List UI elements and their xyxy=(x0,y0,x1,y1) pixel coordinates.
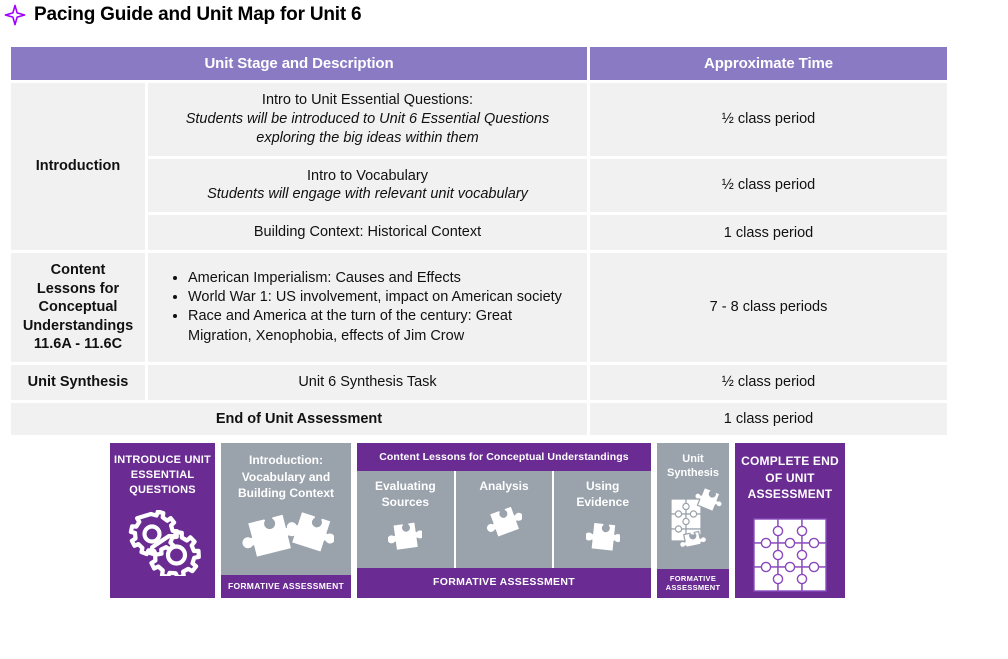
table-row xyxy=(11,253,947,362)
stage-label-unit-synthesis: Unit Synthesis xyxy=(11,365,145,400)
block-label: Content Lessons for Conceptual Understandings xyxy=(357,443,651,471)
two-puzzle-pieces-icon xyxy=(238,508,334,565)
time-content-lessons: 7 - 8 class periods xyxy=(590,253,947,362)
unit-map-diagram xyxy=(110,443,845,598)
puzzle-piece-icon xyxy=(388,518,422,557)
page-title xyxy=(0,4,361,26)
description-content-lessons xyxy=(148,253,587,362)
unit-map-block-complete-end-of-unit-assessment xyxy=(735,443,845,598)
stage-label-introduction: Introduction xyxy=(11,83,145,250)
description-title: Building Context: Historical Context xyxy=(253,224,482,241)
table-row xyxy=(11,365,947,400)
block-label: Introduction: Vocabulary and Building Context xyxy=(238,453,334,501)
formative-assessment-label-content-lessons: FORMATIVE ASSESSMENT xyxy=(357,568,651,598)
time-building-context: 1 class period xyxy=(590,215,947,250)
content-lesson-column-evaluating-sources xyxy=(357,471,454,568)
list-item: • World War 1: US involvement, impact on American society xyxy=(188,288,577,307)
time-intro-essential-questions: ½ class period xyxy=(590,83,947,156)
sparkle-icon xyxy=(4,4,26,26)
stage-label-content-lessons: Content Lessons for Conceptual Understandings 11.6A - 11.6C xyxy=(11,253,145,362)
unit-map-block-introduce-unit-essential-questions xyxy=(110,443,215,598)
description-title: Intro to Vocabulary xyxy=(307,167,428,184)
block-label: COMPLETE END OF UNIT ASSESSMENT xyxy=(741,454,839,502)
description-subtitle: Students will engage with relevant unit vocabulary xyxy=(207,186,528,203)
unit-map-block-content-lessons xyxy=(357,443,651,598)
content-lesson-columns xyxy=(357,471,651,568)
block-label: INTRODUCE UNIT ESSENTIAL QUESTIONS xyxy=(114,454,211,496)
partial-puzzle-icon xyxy=(663,485,723,552)
column-label: Evaluating Sources xyxy=(374,479,436,509)
block-body xyxy=(221,443,351,575)
gears-icon xyxy=(125,510,201,581)
description-unit-synthesis: Unit 6 Synthesis Task xyxy=(148,365,587,400)
column-header-unit-stage: Unit Stage and Description xyxy=(11,47,587,80)
block-body xyxy=(657,443,729,569)
description-intro-vocabulary xyxy=(148,159,587,213)
list-item: • American Imperialism: Causes and Effects xyxy=(188,269,577,288)
description-subtitle: Students will be introduced to Unit 6 Essential Questions exploring the big ideas within them xyxy=(185,110,550,146)
puzzle-piece-icon xyxy=(586,518,620,559)
complete-puzzle-icon xyxy=(748,513,832,602)
table-row xyxy=(11,83,947,156)
puzzle-piece-icon xyxy=(486,503,522,542)
unit-map-block-unit-synthesis xyxy=(657,443,729,598)
time-end-of-unit-assessment: 1 class period xyxy=(590,403,947,435)
stage-label-end-of-unit-assessment: End of Unit Assessment xyxy=(11,403,587,435)
formative-assessment-label-introduction: FORMATIVE ASSESSMENT xyxy=(221,575,351,598)
block-label: Unit Synthesis xyxy=(667,453,719,480)
page-title-text: Pacing Guide and Unit Map for Unit 6 xyxy=(34,4,362,25)
description-title: Intro to Unit Essential Questions: xyxy=(261,92,474,108)
table-row xyxy=(11,159,947,213)
column-label: Using Evidence xyxy=(576,479,630,509)
time-unit-synthesis: ½ class period xyxy=(590,365,947,400)
list-item: • Race and America at the turn of the century: Great Migration, Xenophobia, effects of Jim Crow xyxy=(188,307,577,346)
formative-assessment-label-unit-synthesis: FORMATIVE ASSESSMENT xyxy=(657,569,729,599)
table-row xyxy=(11,215,947,250)
column-label: Analysis xyxy=(479,479,529,493)
description-intro-essential-questions xyxy=(148,83,587,156)
time-intro-vocabulary: ½ class period xyxy=(590,159,947,213)
unit-map-block-introduction-vocabulary-building-context xyxy=(221,443,351,598)
description-building-context xyxy=(148,215,587,250)
content-lesson-column-analysis xyxy=(454,471,553,568)
table-row xyxy=(11,403,947,435)
table-header-row xyxy=(11,47,947,80)
column-header-approximate-time: Approximate Time xyxy=(590,47,947,80)
content-lesson-column-using-evidence xyxy=(552,471,651,568)
pacing-guide-table xyxy=(8,44,950,438)
content-lessons-list xyxy=(166,269,577,346)
